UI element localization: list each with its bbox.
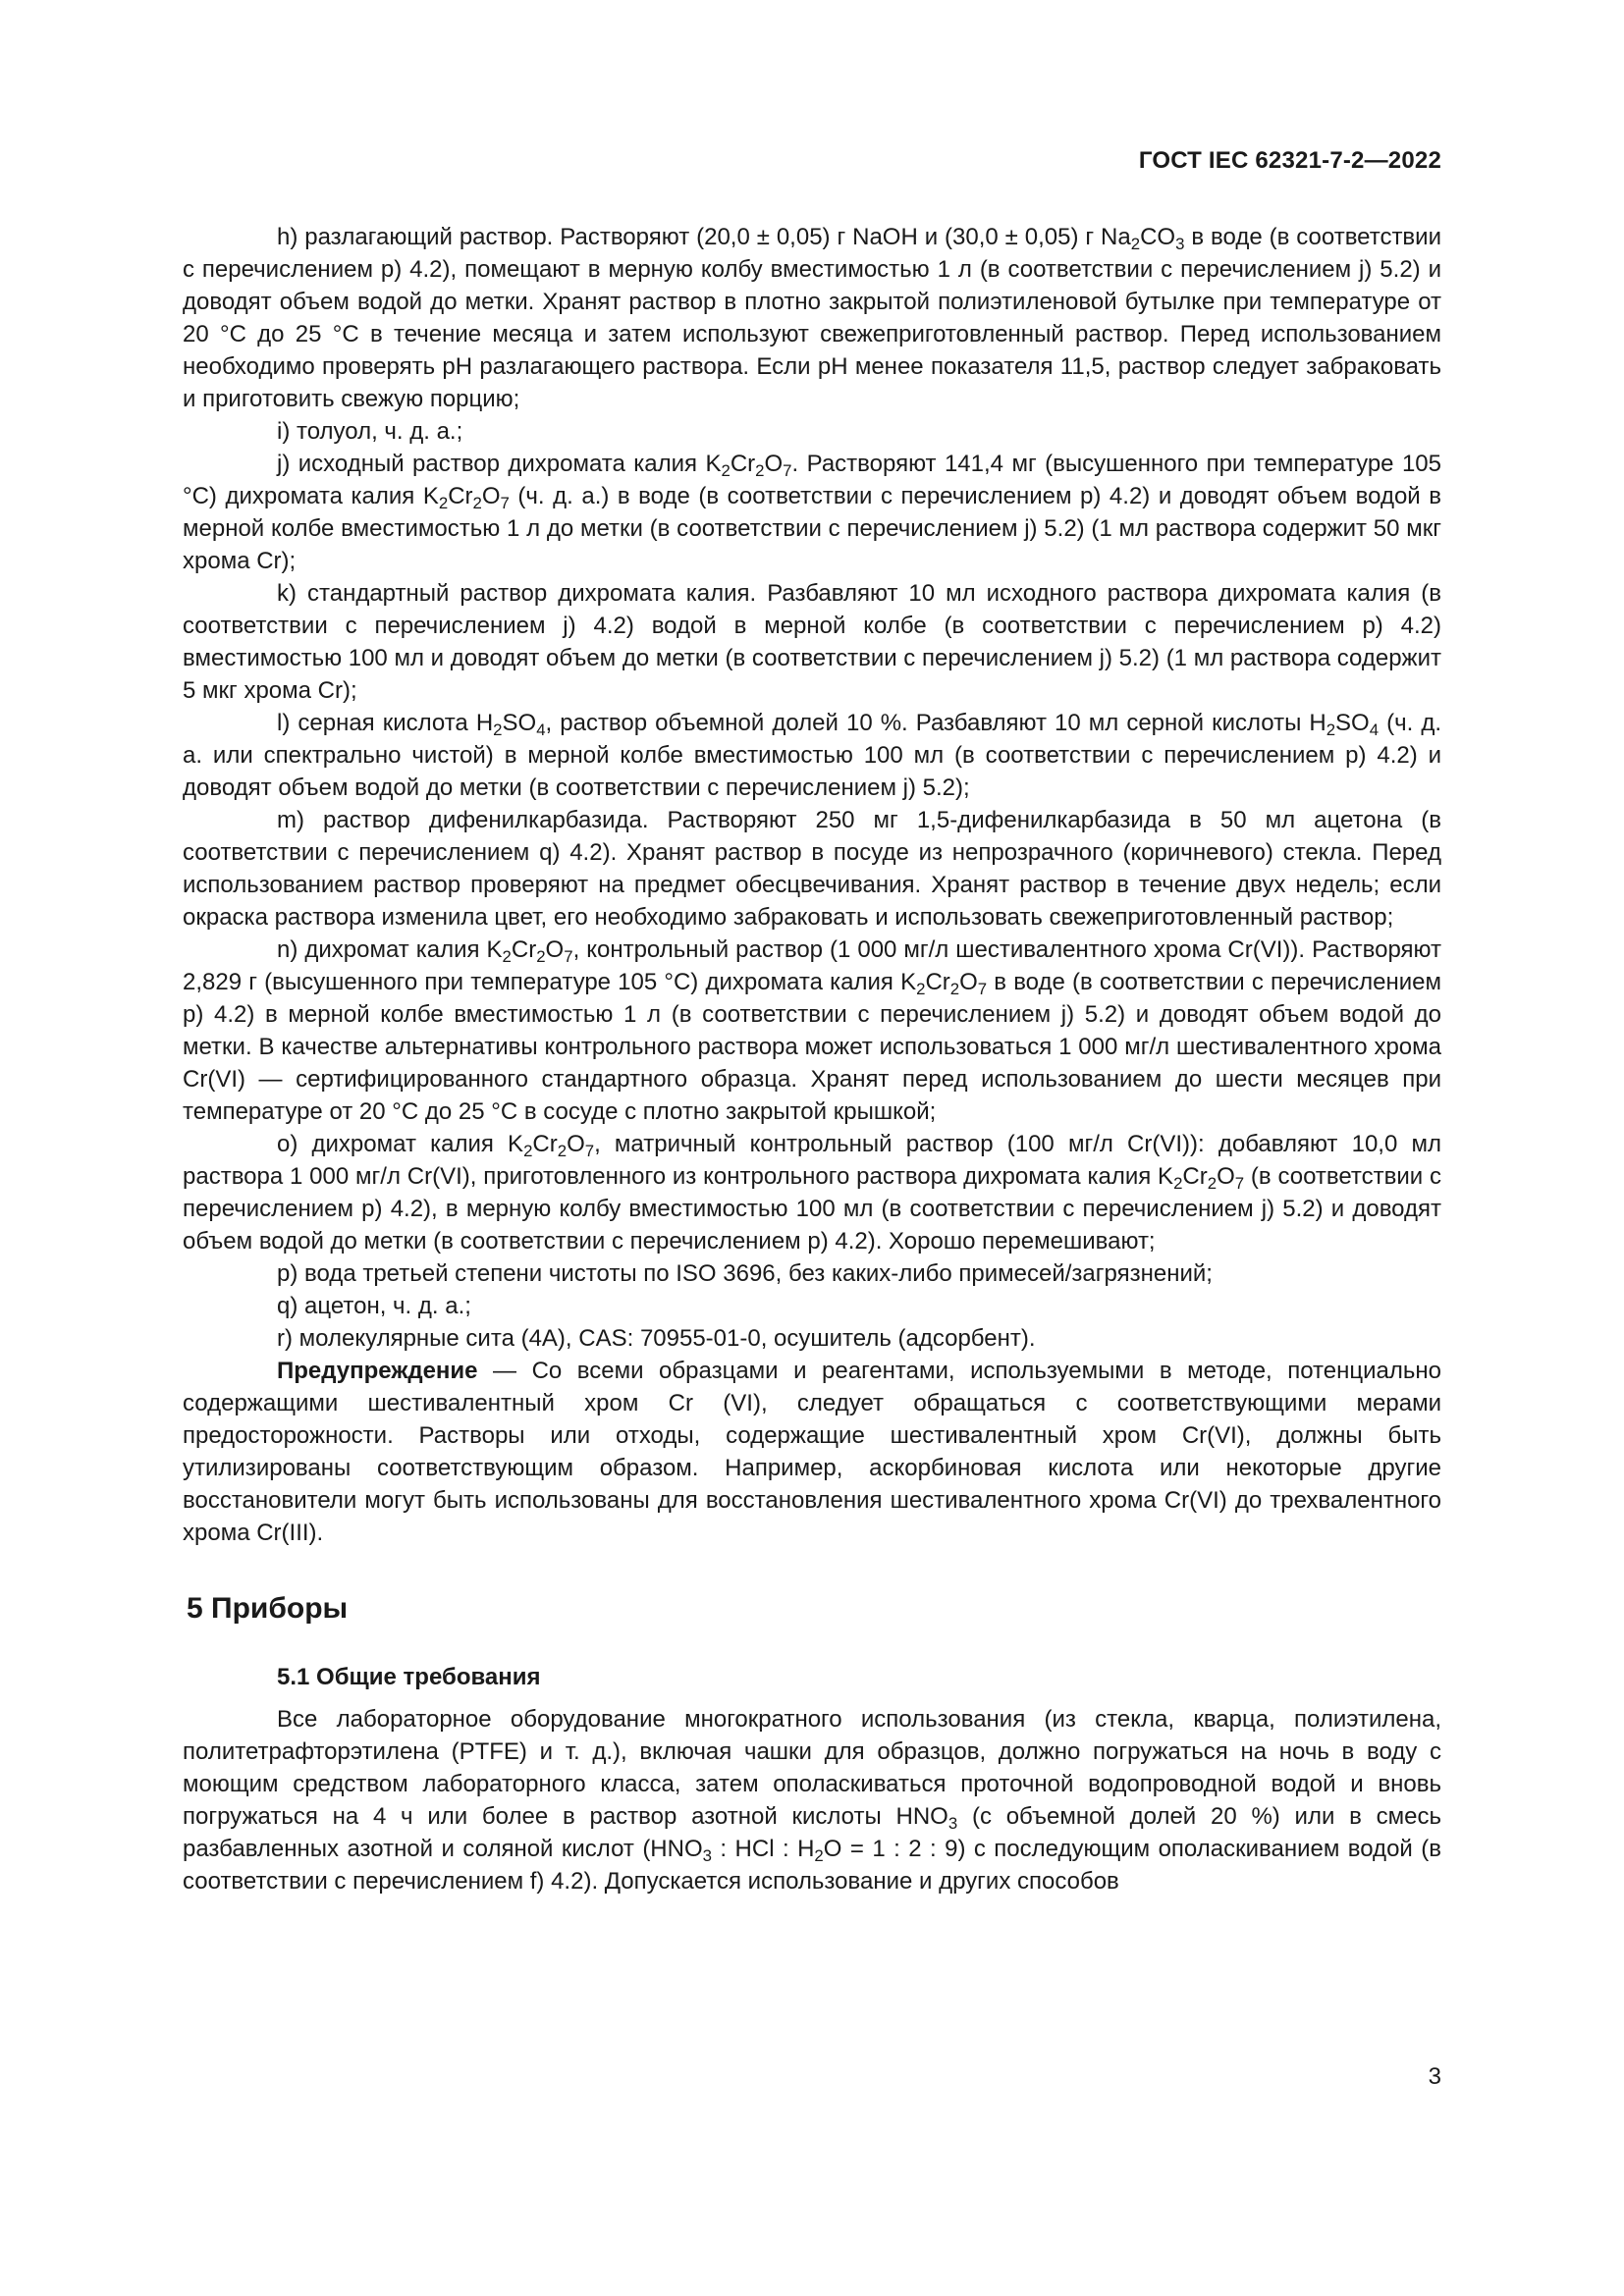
document-header: ГОСТ IEC 62321-7-2—2022 [1138,147,1441,174]
item-k: k) стандартный раствор дихромата калия. Разбавляют 10 мл исходного раствора дихромата калия (в соответствии с перечислением j) 4.2) водой в мерной колбе (в соответствии с перечислением p) 4.2) вместимостью 100 мл и доводят объем до метки (в соответствии с перечислением j) 5.2) (1 мл раствора содержит 5 мкг хрома Cr); [183,580,1441,704]
warning-text: — Со всеми образцами и реагентами, используемыми в методе, потенциально содержащими шестивалентный хром Cr (VI), следует обращаться с соответствующими мерами предосторожности. Растворы или отходы, содержащие шестивалентный хром Cr(VI), должны быть утилизированы соответствующим образом. Например, аскорбиновая кислота или некоторые другие восстановители могут быть использованы для восстановления шестивалентного хрома Cr(VI) до трехвалентного хрома Cr(III). [183,1358,1441,1546]
warning-label: Предупреждение [277,1358,478,1384]
item-h: h) разлагающий раствор. Растворяют (20,0 ± 0,05) г NaOH и (30,0 ± 0,05) г $Na_2CO_3$ в воде (в соответствии с перечислением p) 4.2), помещают в мерную колбу вместимостью 1 л (в соответствии с перечислением j) 5.2) и доводят объем водой до метки. Хранят раствор в плотно закрытой полиэтиленовой бутылке при температуре от 20 °C до 25 °C в течение месяца и затем используют свежеприготовленный раствор. Перед использованием необходимо проверять pH разлагающего раствора. Если pH менее показателя 11,5, раствор следует забраковать и приготовить свежую порцию; [183,224,1441,412]
page-number: 3 [1428,2063,1441,2090]
section-heading: 5 Приборы [187,1592,349,1625]
item-n: n) дихромат калия $K_2Cr_2O_7$, контрольный раствор (1 000 мг/л шестивалентного хрома Cr(VI)). Растворяют 2,829 г (высушенного при температуре 105 °C) дихромата калия $K_2Cr_2O_7$ в воде (в соответствии с перечислением p) 4.2) в мерной колбе вместимостью 1 л (в соответствии с перечислением j) 5.2) и доводят объем водой до метки. В качестве альтернативы контрольного раствора может использоваться 1 000 мг/л шестивалентного хрома Cr(VI) — сертифицированного стандартного образца. Хранят перед использованием до шести месяцев при температуре от 20 °C до 25 °C в сосуде с плотно закрытой крышкой; [183,936,1442,1125]
item-p: p) вода третьей степени чистоты по ISO 3696, без каких-либо примесей/загрязнений; [277,1260,1213,1287]
warning-paragraph [183,1355,1441,1549]
document-body [183,221,1441,1897]
item-i: i) толуол, ч. д. а.; [277,418,463,445]
item-j: j) исходный раствор дихромата калия $K_2Cr_2O_7$. Растворяют 141,4 мг (высушенного при температуре 105 °C) дихромата калия $K_2Cr_2O_7$ (ч. д. а.) в воде (в соответствии с перечислением p) 4.2) и доводят объем водой в мерной колбе вместимостью 1 л до метки (в соответствии с перечислением j) 5.2) (1 мл раствора содержит 50 мкг хрома Cr); [183,451,1441,574]
item-o: o) дихромат калия $K_2Cr_2O_7$, матричный контрольный раствор (100 мг/л Cr(VI)): добавляют 10,0 мл раствора 1 000 мг/л Cr(VI), приготовленного из контрольного раствора дихромата калия $K_2Cr_2O_7$ (в соответствии с перечислением p) 4.2), в мерную колбу вместимостью 100 мл (в соответствии с перечислением j) 5.2) и доводят объем водой до метки (в соответствии с перечислением p) 4.2). Хорошо перемешивают; [183,1131,1442,1255]
item-l: l) серная кислота $H_2SO_4$, раствор объемной долей 10 %. Разбавляют 10 мл серной кислоты $H_2SO_4$ (ч. д. а. или спектрально чистой) в мерной колбе вместимостью 100 мл (в соответствии с перечислением p) 4.2) и доводят объем водой до метки (в соответствии с перечислением j) 5.2); [183,710,1442,801]
item-q: q) ацетон, ч. д. а.; [277,1293,471,1319]
item-r: r) молекулярные сита (4A), CAS: 70955-01-0, осушитель (адсорбент). [277,1325,1036,1352]
subsection-paragraph: Все лабораторное оборудование многократного использования (из стекла, кварца, полиэтилена, политетрафторэтилена (PTFE) и т. д.), включая чашки для образцов, должно погружаться на ночь в воду с моющим средством лабораторного класса, затем ополаскиваться проточной водопроводной водой и вновь погружаться на 4 ч или более в раствор азотной кислоты $HNO_3$ (с объемной долей 20 %) или в смесь разбавленных азотной и соляной кислот ($HNO_3$ : HCl : $H_2O = 1$ : 2 : 9) с последующим ополаскиванием водой (в соответствии с перечислением f) 4.2). Допускается использование и других способов [183,1706,1441,1895]
subsection-heading: 5.1 Общие требования [277,1664,541,1690]
item-m: m) раствор дифенилкарбазида. Растворяют 250 мг 1,5-дифенилкарбазида в 50 мл ацетона (в соответствии с перечислением q) 4.2). Хранят раствор в посуде из непрозрачного (коричневого) стекла. Перед использованием раствор проверяют на предмет обесцвечивания. Хранят раствор в течение двух недель; если окраска раствора изменила цвет, его необходимо забраковать и использовать свежеприготовленный раствор; [183,807,1441,931]
